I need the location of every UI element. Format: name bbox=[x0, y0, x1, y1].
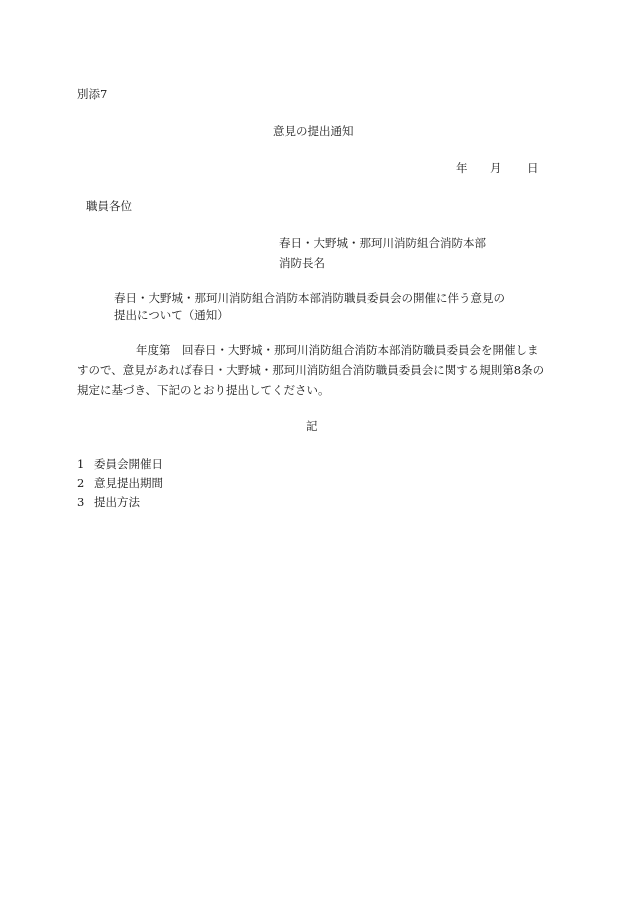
body-paragraph bbox=[77, 340, 553, 400]
list-item-label: 意見提出期間 bbox=[94, 476, 163, 490]
date-day-label: 日 bbox=[527, 161, 539, 175]
addressee: 職員各位 bbox=[86, 199, 132, 213]
subject-line-1: 春日・大野城・那珂川消防組合消防本部消防職員委員会の開催に伴う意見の bbox=[114, 291, 505, 305]
list-item bbox=[77, 475, 163, 491]
list-item-label: 提出方法 bbox=[94, 495, 140, 509]
list-item bbox=[77, 494, 140, 510]
body-line-1: 年度第 回春日・大野城・那珂川消防組合消防本部消防職員委員会を開催しま bbox=[136, 343, 539, 357]
body-line-2: すので、意見があれば春日・大野城・那珂川消防組合消防職員委員会に関する規則第8条の bbox=[77, 363, 545, 377]
subject-line-2: 提出について（通知） bbox=[114, 308, 229, 322]
sender-title: 消防長名 bbox=[279, 256, 325, 270]
date-line bbox=[456, 160, 539, 176]
list-item-number: 3 bbox=[77, 495, 85, 509]
list-item-number: 1 bbox=[77, 457, 85, 471]
sender-organization: 春日・大野城・那珂川消防組合消防本部 bbox=[279, 236, 486, 250]
list-item-label: 委員会開催日 bbox=[94, 457, 163, 471]
date-month-label: 月 bbox=[490, 161, 502, 175]
list-item-number: 2 bbox=[77, 476, 85, 490]
list-item bbox=[77, 456, 163, 472]
record-mark: 記 bbox=[306, 419, 318, 433]
body-line-3: 規定に基づき、下記のとおり提出してください。 bbox=[77, 383, 330, 397]
document-title: 意見の提出通知 bbox=[273, 124, 354, 138]
attachment-label: 別添7 bbox=[77, 87, 108, 101]
date-year-label: 年 bbox=[456, 161, 468, 175]
